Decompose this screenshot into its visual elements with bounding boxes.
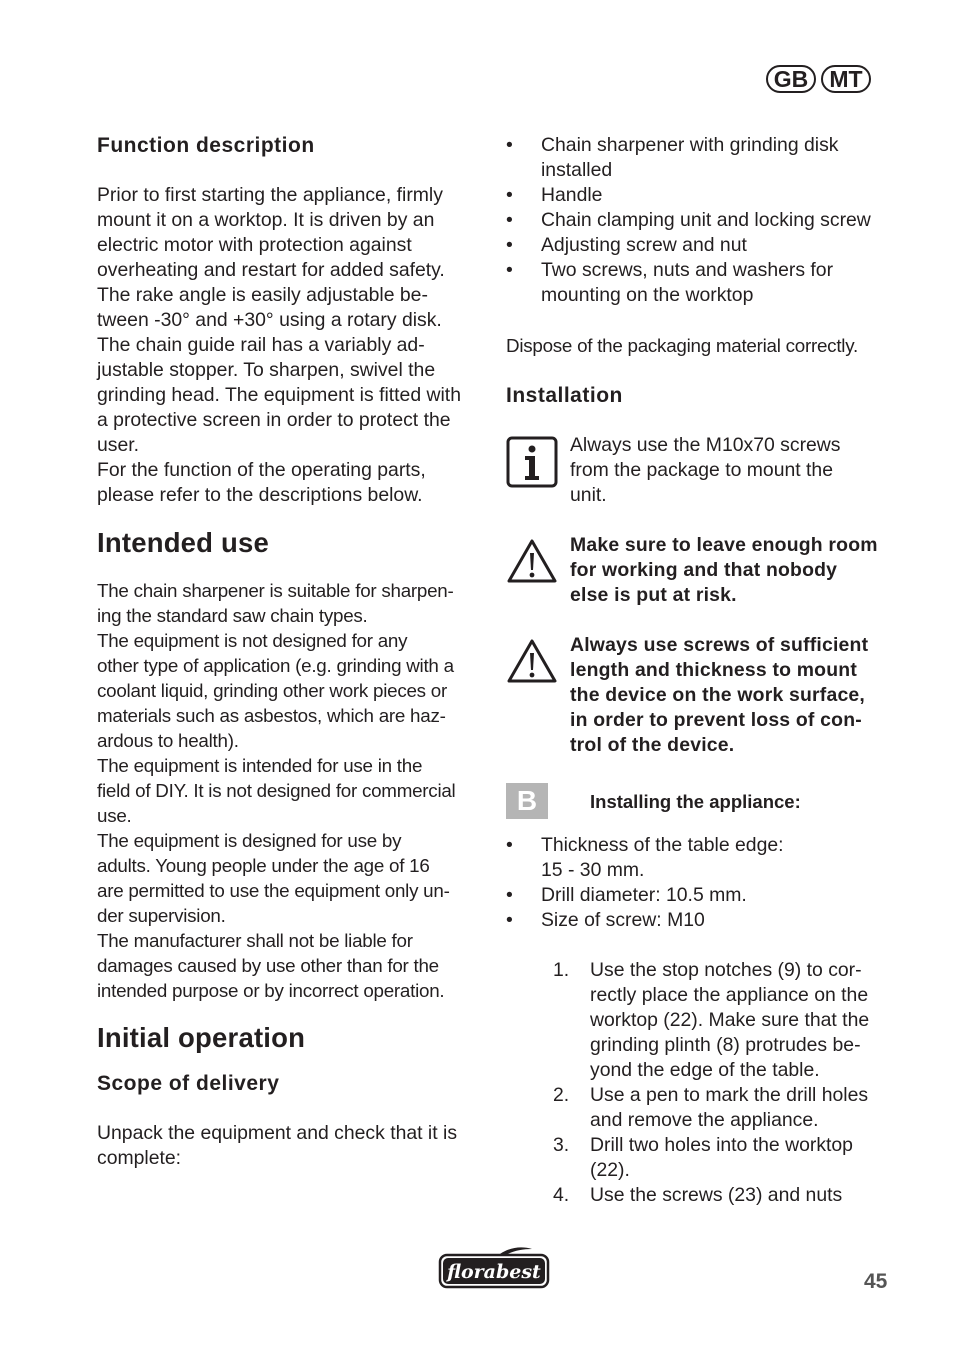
scope-of-delivery-heading: Scope of delivery [97, 1072, 280, 1095]
warning-icon [506, 633, 570, 758]
list-item: 1. Use the stop notches (9) to cor- rectly place the appliance on the worktop (22). Make sure that the grinding plinth (8) protrudes be- yond the edge of the table. [553, 959, 870, 1081]
list-item: • Drill diameter: 10.5 mm. [506, 884, 747, 906]
language-badge-mt: MT [821, 65, 871, 93]
bullet: • [506, 234, 513, 256]
info-icon [506, 433, 570, 508]
installation-heading: Installation [506, 384, 623, 407]
bullet: • [506, 184, 513, 206]
intended-use-heading: Intended use [97, 527, 270, 558]
warning-icon [506, 533, 570, 608]
list-item: 4. Use the screws (23) and nuts [553, 1184, 843, 1206]
bullet: • [506, 209, 513, 231]
scope-of-delivery-text: Unpack the equipment and check that it is complete: [97, 1122, 458, 1169]
list-item: • Chain sharpener with grinding disk installed [506, 134, 839, 181]
bullet: • [506, 134, 513, 156]
list-item: • Handle [506, 184, 603, 206]
list-item: 2. Use a pen to mark the drill holes and remove the appliance. [553, 1084, 869, 1131]
specs-list [506, 833, 901, 933]
initial-operation-heading: Initial operation [97, 1022, 306, 1053]
bullet: • [506, 259, 513, 281]
list-item: • Two screws, nuts and washers for mounting on the worktop [506, 259, 834, 306]
list-item: • Thickness of the table edge: 15 - 30 mm. [506, 834, 784, 881]
bullet: • [506, 834, 513, 856]
list-item: 3. Drill two holes into the worktop (22). [553, 1134, 853, 1181]
florabest-logo [438, 1245, 550, 1289]
installing-heading: Installing the appliance: [590, 790, 801, 812]
bullet: • [506, 909, 513, 931]
list-item: • Size of screw: M10 [506, 909, 705, 931]
intended-use-text: The chain sharpener is suitable for sharpen- ing the standard saw chain types. The equipment is not designed for any other type of application (e.g. grinding with a coolant liquid, grinding other work pieces or materials such as asbestos, which are haz- ardous to health). The equipment is intended for use in the field of DIY. It is not designed for commercial use. The equipment is designed for use by adults. Young people under the age of 16 are permitted to use the equipment only un- der supervision. The manufacturer shall not be liable for damages caused by use other than for the intended purpose or by incorrect operation. [97, 580, 456, 1001]
function-description-heading: Function description [97, 134, 315, 157]
bullet: • [506, 884, 513, 906]
left-column [97, 130, 482, 1171]
list-item: • Chain clamping unit and locking screw [506, 209, 871, 231]
right-column [506, 130, 901, 1208]
language-badges [766, 65, 871, 93]
warning-note: Make sure to leave enough room for working and that nobody else is put at risk. [506, 533, 901, 608]
logo-text: florabest [447, 1261, 541, 1283]
warning-note: Always use screws of sufficient length and thickness to mount the device on the work surface, in order to prevent loss of con- trol of the device. [506, 633, 901, 758]
list-item: • Adjusting screw and nut [506, 234, 747, 256]
installation-steps [506, 958, 901, 1208]
figure-letter-badge: B [506, 783, 548, 819]
page-number: 45 [864, 1270, 888, 1293]
dispose-text: Dispose of the packaging material correctly. [506, 335, 858, 356]
language-badge-gb: GB [766, 65, 816, 93]
function-description-text: Prior to first starting the appliance, firmly mount it on a worktop. It is driven by an electric motor with protection against overheating and restart for added safety. The rake angle is easily adjustable be- tween -30° and +30° using a rotary disk. The chain guide rail has a variably ad- justable stopper. To sharpen, swivel the grinding head. The equipment is fitted with a protective screen in order to protect the user. For the function of the operating parts, please refer to the descriptions below. [97, 184, 461, 506]
info-note: Always use the M10x70 screws from the package to mount the unit. [506, 433, 901, 508]
delivery-items-list [506, 133, 901, 308]
figure-reference [506, 783, 901, 819]
